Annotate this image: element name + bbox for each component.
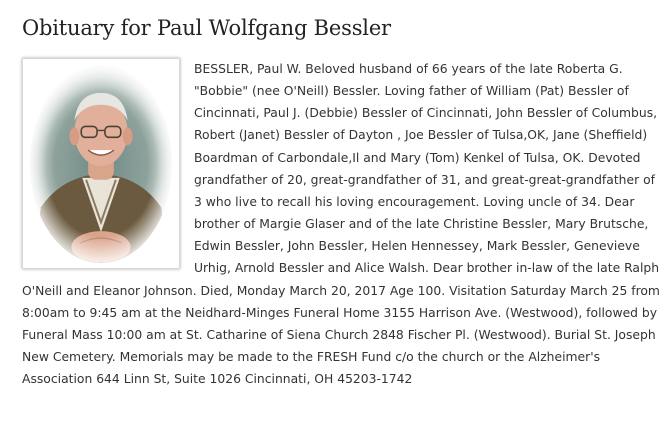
page-title: Obituary for Paul Wolfgang Bessler (22, 16, 391, 40)
obituary-content (22, 58, 662, 390)
obituary-text: BESSLER, Paul W. Beloved husband of 66 years of the late Roberta G. "Bobbie" (nee O'Neill) Bessler. Loving father of William (Pat) Bessler of Cincinnati, Paul J. (Debbie) Bessler of Cincinnati, John Bessler of Columbus, Robert (Janet) Bessler of Dayton , Joe Bessler of Tulsa,OK, Jane (Sheffield) Boardman of Carbondale,Il and Mary (Tom) Kenkel of Tulsa, OK. Devoted grandfather of 20, great-grandfather of 31, and great-great-grandfather of 3 who live to recall his loving encouragement. Loving uncle of 34. Dear brother of Margie Glaser and of the late Christine Bessler, Mary Brutsche, Edwin Bessler, John Bessler, Helen Hennessey, Mark Bessler, Genevieve Urhig, Arnold Bessler and Alice Walsh. Dear brother in-law of the late Ralph O'Neill and Eleanor Johnson. Died, Monday March 20, 2017 Age 100. Visitation Saturday March 25 from 8:00am to 9:45 am at the Neidhard-Minges Funeral Home 3155 Harrison Ave. (Westwood), followed by Funeral Mass 10:00 am at St. Catharine of Siena Church 2848 Fischer Pl. (Westwood). Burial St. Joseph New Cemetery. Memorials may be made to the FRESH Fund c/o the church or the Alzheimer's Association 644 Linn St, Suite 1026 Cincinnati, OH 45203-1742 (22, 62, 660, 387)
portrait-photo-icon (23, 59, 179, 268)
portrait-photo (22, 58, 180, 269)
